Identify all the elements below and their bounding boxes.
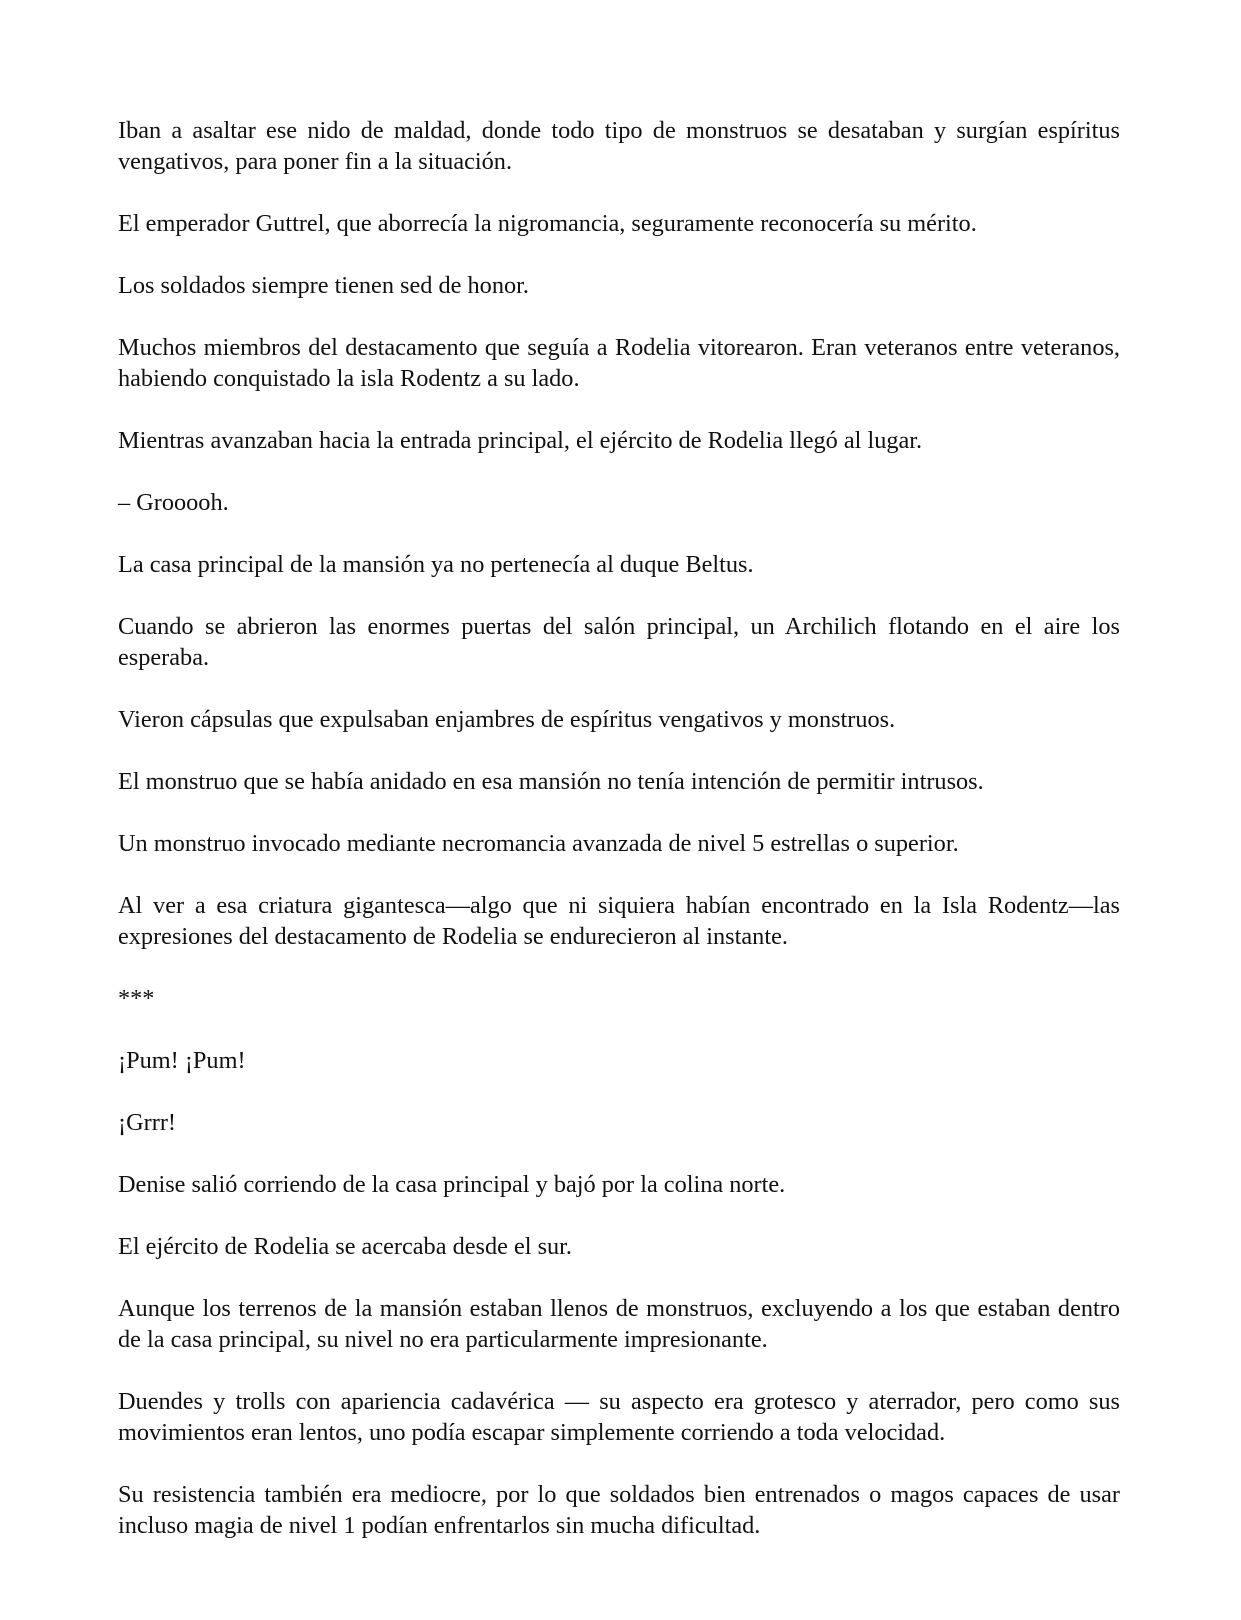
paragraph: Cuando se abrieron las enormes puertas del salón principal, un Archilich flotando en el aire los esperaba.	[118, 613, 1120, 671]
paragraph: ¡Grrr!	[118, 1109, 177, 1136]
paragraph: Mientras avanzaban hacia la entrada principal, el ejército de Rodelia llegó al lugar.	[118, 427, 923, 454]
paragraph: Muchos miembros del destacamento que seguía a Rodelia vitorearon. Eran veteranos entre veteranos, habiendo conquistado la isla Rodentz a su lado.	[118, 334, 1120, 392]
paragraph: La casa principal de la mansión ya no pertenecía al duque Beltus.	[118, 551, 754, 578]
paragraph: El emperador Guttrel, que aborrecía la nigromancia, seguramente reconocería su mérito.	[118, 210, 977, 237]
paragraph: – Grooooh.	[118, 489, 229, 516]
paragraph: Su resistencia también era mediocre, por lo que soldados bien entrenados o magos capaces de usar incluso magia de nivel 1 podían enfrentarlos sin mucha dificultad.	[118, 1481, 1120, 1539]
document-page	[118, 115, 1120, 1541]
paragraph: Iban a asaltar ese nido de maldad, donde todo tipo de monstruos se desataban y surgían espíritus vengativos, para poner fin a la situación.	[118, 117, 1120, 175]
paragraph: El monstruo que se había anidado en esa mansión no tenía intención de permitir intrusos.	[118, 768, 984, 795]
paragraph: Denise salió corriendo de la casa principal y bajó por la colina norte.	[118, 1171, 786, 1198]
paragraph: Duendes y trolls con apariencia cadavérica — su aspecto era grotesco y aterrador, pero como sus movimientos eran lentos, uno podía escapar simplemente corriendo a toda velocidad.	[118, 1388, 1120, 1446]
paragraph: Al ver a esa criatura gigantesca—algo que ni siquiera habían encontrado en la Isla Rodentz—las expresiones del destacamento de Rodelia se endurecieron al instante.	[118, 892, 1120, 950]
scene-break: ***	[118, 985, 155, 1012]
paragraph: ¡Pum! ¡Pum!	[118, 1047, 246, 1074]
paragraph: Vieron cápsulas que expulsaban enjambres de espíritus vengativos y monstruos.	[118, 706, 896, 733]
paragraph: Un monstruo invocado mediante necromancia avanzada de nivel 5 estrellas o superior.	[118, 830, 959, 857]
paragraph: El ejército de Rodelia se acercaba desde el sur.	[118, 1233, 573, 1260]
paragraph: Los soldados siempre tienen sed de honor.	[118, 272, 529, 299]
paragraph: Aunque los terrenos de la mansión estaban llenos de monstruos, excluyendo a los que estaban dentro de la casa principal, su nivel no era particularmente impresionante.	[118, 1295, 1120, 1353]
